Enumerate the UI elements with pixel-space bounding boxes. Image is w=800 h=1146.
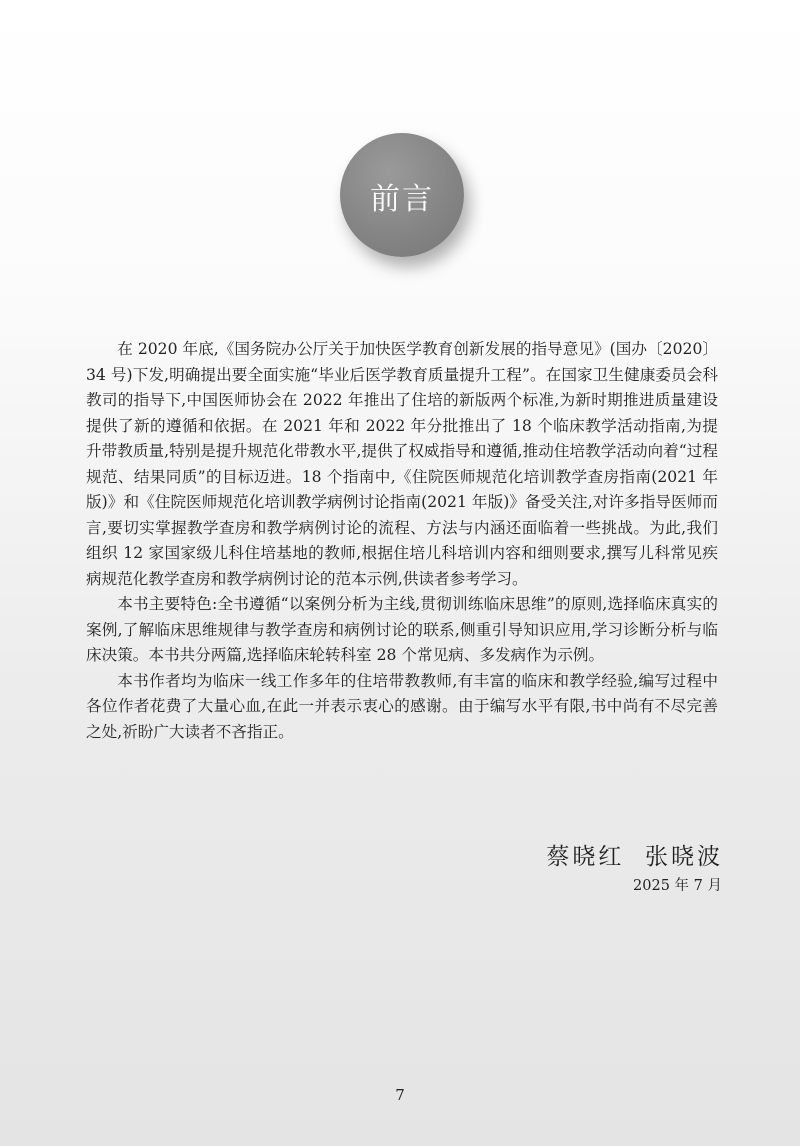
- title-circle: [340, 133, 464, 257]
- signature-date: 2025 年 7 月: [633, 878, 722, 894]
- preface-body: [86, 337, 718, 745]
- paragraph: 本书作者均为临床一线工作多年的住培带教教师,有丰富的临床和教学经验,编写过程中各位作者花费了大量心血,在此一并表示衷心的感谢。由于编写水平有限,书中尚有不尽完善之处,祈盼广大读者不吝指正。: [86, 671, 718, 741]
- page-number: 7: [395, 1086, 405, 1104]
- author-signature: 蔡晓红 张晓波: [546, 844, 723, 870]
- paragraph: 在 2020 年底,《国务院办公厅关于加快医学教育创新发展的指导意见》(国办〔2020〕34 号)下发,明确提出要全面实施“毕业后医学教育质量提升工程”。在国家卫生健康委员会科教司的指导下,中国医师协会在 2022 年推出了住培的新版两个标准,为新时期推进质量建设提供了新的遵循和依据。在 2021 年和 2022 年分批推出了 18 个临床教学活动指南,为提升带教质量,特别是提升规范化带教水平,提供了权威指导和遵循,推动住培教学活动向着“过程规范、结果同质”的目标迈进。18 个指南中,《住院医师规范化培训教学查房指南(2021 年版)》和《住院医师规范化培训教学病例讨论指南(2021 年版)》备受关注,对许多指导医师而言,要切实掌握教学查房和教学病例讨论的流程、方法与内涵还面临着一些挑战。为此,我们组织 12 家国家级儿科住培基地的教师,根据住培儿科培训内容和细则要求,撰写儿科常见疾病规范化教学查房和教学病例讨论的范本示例,供读者参考学习。: [86, 340, 718, 588]
- title-badge: [340, 133, 464, 257]
- page-title: 前言: [370, 182, 434, 217]
- paragraph: 本书主要特色:全书遵循“以案例分析为主线,贯彻训练临床思维”的原则,选择临床真实的案例,了解临床思维规律与教学查房和病例讨论的联系,侧重引导知识应用,学习诊断分析与临床决策。本书共分两篇,选择临床轮转科室 28 个常见病、多发病作为示例。: [86, 595, 718, 664]
